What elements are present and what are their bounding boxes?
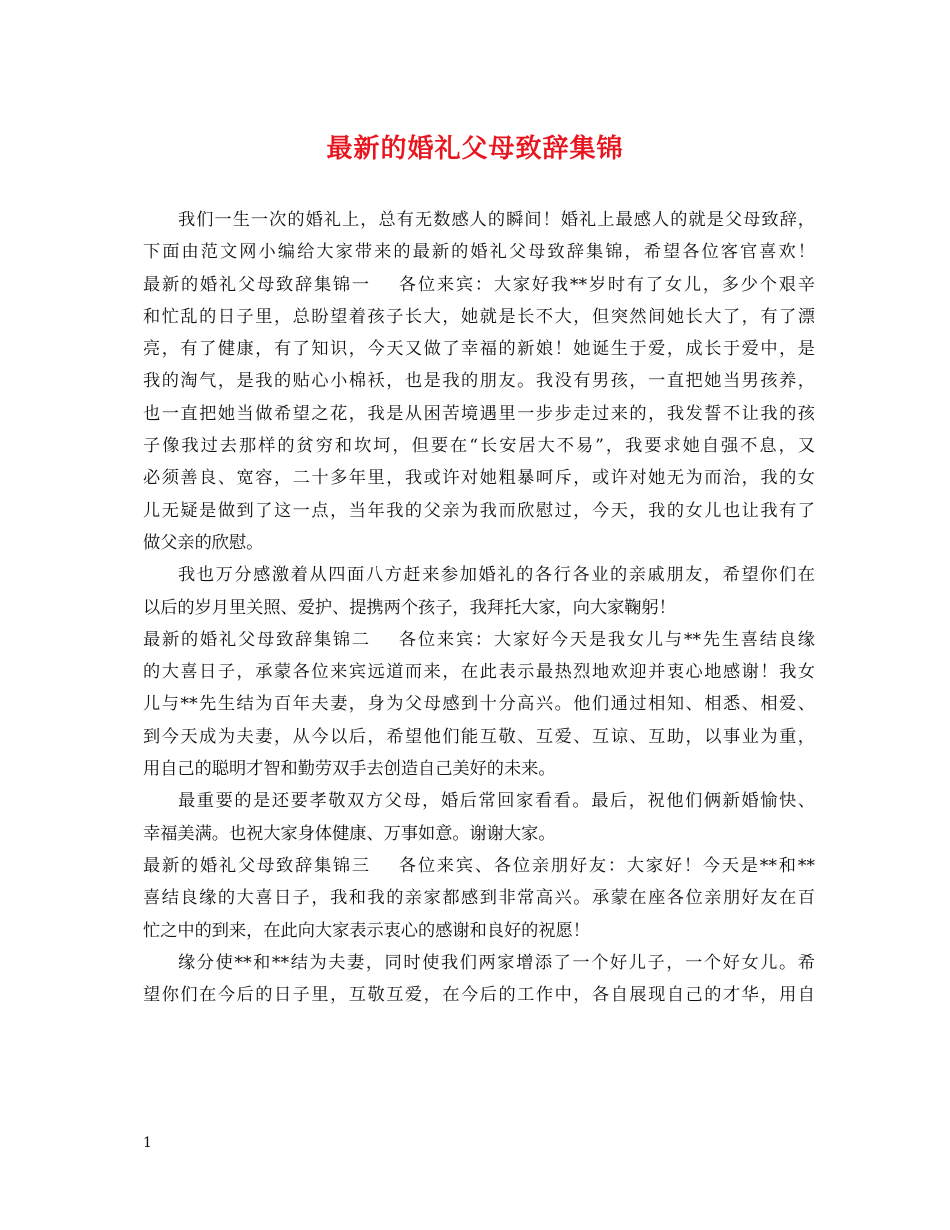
text-line: 也一直把她当做希望之花，我是从困苦境遇里一步步走过来的，我发誓不让我的孩 (143, 403, 815, 424)
text-line: 我的淘气，是我的贴心小棉袄，也是我的朋友。我没有男孩，一直把她当男孩养， (143, 371, 815, 392)
text-line: 下面由范文网小编给大家带来的最新的婚礼父母致辞集锦，希望各位客官喜欢！ (143, 242, 815, 263)
text-line: 望你们在今后的日子里，互敬互爱，在今后的工作中，各自展现自己的才华，用自 (143, 985, 815, 1006)
text-line: 必须善良、宽容，二十多年里，我或许对她粗暴呵斥，或许对她无为而治，我的女 (143, 468, 815, 489)
section-heading: 最新的婚礼父母致辞集锦三 (143, 855, 371, 876)
section-opening-text: 各位来宾：大家好我**岁时有了女儿，多少个艰辛 (398, 274, 815, 295)
document-title: 最新的婚礼父母致辞集锦 (326, 134, 624, 164)
text-line: 的大喜日子，承蒙各位来宾远道而来，在此表示最热烈地欢迎并衷心地感谢！我女 (143, 662, 815, 683)
text-line: 用自己的聪明才智和勤劳双手去创造自己美好的未来。 (143, 759, 556, 780)
text-line: 亮，有了健康，有了知识，今天又做了幸福的新娘！她诞生于爱，成长于爱中，是 (143, 339, 815, 360)
text-line: 幸福美满。也祝大家身体健康、万事如意。谢谢大家。 (143, 823, 556, 844)
text-line: 最重要的是还要孝敬双方父母，婚后常回家看看。最后，祝他们俩新婚愉快、 (178, 791, 815, 812)
text-line: 和忙乱的日子里，总盼望着孩子长大，她就是长不大，但突然间她长大了，有了漂 (143, 306, 815, 327)
text-line: 缘分使**和**结为夫妻，同时使我们两家增添了一个好儿子，一个好女儿。希 (178, 952, 815, 973)
section-heading: 最新的婚礼父母致辞集锦二 (143, 629, 371, 650)
text-line: 儿无疑是做到了这一点，当年我的父亲为我而欣慰过，今天，我的女儿也让我有了 (143, 500, 815, 521)
section-opening-text: 各位来宾、各位亲朋好友：大家好！今天是**和** (398, 855, 815, 876)
text-line: 以后的岁月里关照、爱护、提携两个孩子，我拜托大家，向大家鞠躬！ (143, 597, 676, 618)
text-line: 儿与**先生结为百年夫妻，身为父母感到十分高兴。他们通过相知、相悉、相爱、 (143, 694, 815, 715)
text-line: 喜结良缘的大喜日子，我和我的亲家都感到非常高兴。承蒙在座各位亲朋好友在百 (143, 888, 815, 909)
section-opening-text: 各位来宾：大家好今天是我女儿与**先生喜结良缘 (398, 629, 815, 650)
text-line: 做父亲的欣慰。 (143, 532, 264, 553)
text-line: 我也万分感激着从四面八方赶来参加婚礼的各行各业的亲戚朋友，希望你们在 (178, 565, 815, 586)
text-line: 忙之中的到来，在此向大家表示衷心的感谢和良好的祝愿！ (143, 920, 590, 941)
document-body (143, 204, 815, 1011)
text-line: 子像我过去那样的贫穷和坎坷，但要在“长安居大不易”，我要求她自强不息，又 (143, 436, 815, 457)
section-heading: 最新的婚礼父母致辞集锦一 (143, 274, 371, 295)
section-heading-line (143, 624, 815, 656)
section-heading-line (143, 269, 815, 301)
page-number: 1 (143, 1135, 152, 1151)
section-heading-line (143, 850, 815, 882)
text-line: 到今天成为夫妻，从今以后，希望他们能互敬、互爱、互谅、互助，以事业为重， (143, 726, 815, 747)
text-line: 我们一生一次的婚礼上，总有无数感人的瞬间！婚礼上最感人的就是父母致辞， (178, 210, 815, 230)
